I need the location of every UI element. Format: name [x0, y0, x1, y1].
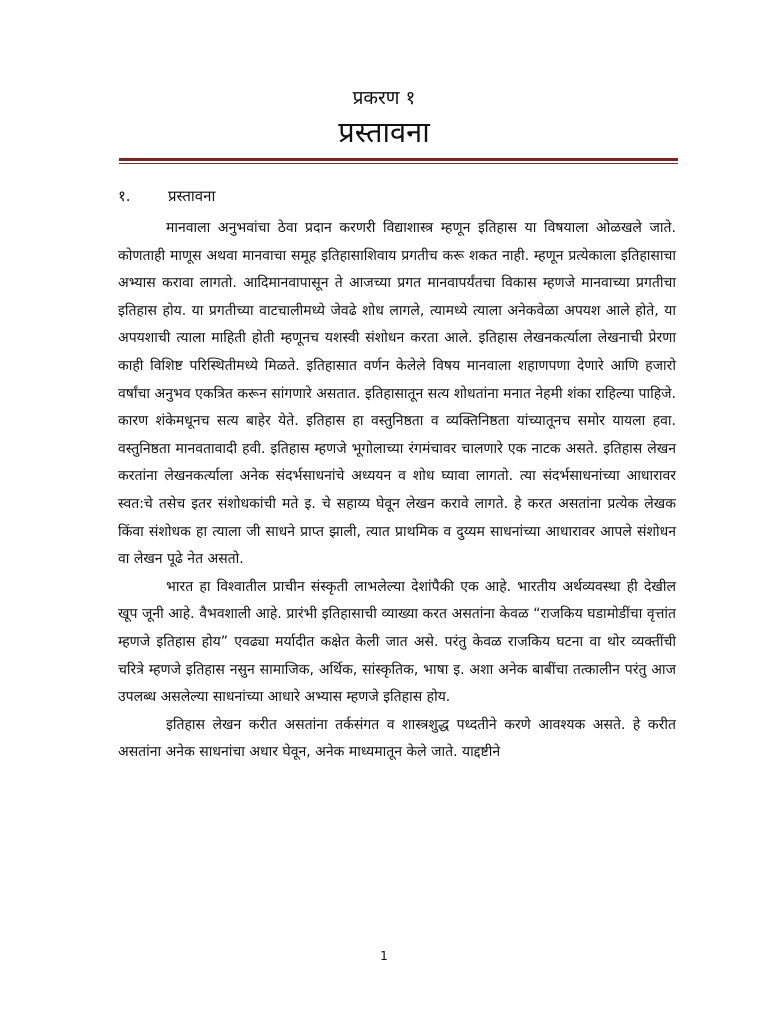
- section-title: प्रस्तावना: [168, 187, 216, 205]
- paragraph: भारत हा विश्वातील प्राचीन संस्कृती लाभलेल्या देशांपैकी एक आहे. भारतीय अर्थव्यवस्था ही देखील खूप जूनी आहे. वैभवशाली आहे. प्रारंभी इतिहासाची व्याख्या करत असतांना केवळ “राजकिय घडामोडींचा वृत्तांत म्हणजे इतिहास होय” एवढ्या मर्यादीत कक्षेत केली जात असे. परंतु केवळ राजकिय घटना वा थोर व्यक्तींची चरित्रे म्हणजे इतिहास नसुन सामाजिक, अर्थिक, सांस्कृतिक, भाषा इ. अशा अनेक बाबींचा तत्कालीन परंतु आज उपलब्ध असलेल्या साधनांच्या आधारे अभ्यास म्हणजे इतिहास होय.: [118, 578, 676, 706]
- paragraph: इतिहास लेखन करीत असतांना तर्कसंगत व शास्त्रशुद्ध पध्दतीने करणे आवश्यक असते. हे करीत असतांना अनेक साधनांचा अधार घेवून, अनेक माध्यमातून केले जाते. याद्दष्टीने: [118, 716, 676, 761]
- chapter-title: प्रस्तावना: [338, 115, 430, 149]
- section-heading: [118, 186, 215, 206]
- title-rule-thin: [119, 163, 678, 164]
- body-text: [118, 215, 676, 767]
- title-rule-thick: [119, 158, 678, 161]
- section-number: १.: [118, 187, 131, 205]
- chapter-label: प्रकरण १: [352, 87, 416, 109]
- page-number: 1: [380, 949, 388, 963]
- paragraph: मानवाला अनुभवांचा ठेवा प्रदान करणरी विद्याशास्त्र म्हणून इतिहास या विषयाला ओळखले जाते. कोणताही माणूस अथवा मानवाचा समूह इतिहासाशिवाय प्रगतीच करू शकत नाही. म्हणून प्रत्येकाला इतिहासाचा अभ्यास करावा लागतो. आदिमानवापासून ते आजच्या प्रगत मानवापर्यंतचा विकास म्हणजे मानवाच्या प्रगतीचा इतिहास होय. या प्रगतीच्या वाटचालीमध्ये जेवढे शोध लागले, त्यामध्ये त्याला अनेकवेळा अपयश आले होते, या अपयशाची त्याला माहिती होती म्हणूनच यशस्वी संशोधन करता आले. इतिहास लेखनकर्त्याला लेखनाची प्रेरणा काही विशिष्ट परिस्थितीमध्ये मिळते. इतिहासात वर्णन केलेले विषय मानवाला शहाणपणा देणारे आणि हजारो वर्षांचा अनुभव एकत्रित करून सांगणारे असतात. इतिहासातून सत्य शोधतांना मनात नेहमी शंका राहिल्या पाहिजे. कारण शंकेमधूनच सत्य बाहेर येते. इतिहास हा वस्तुनिष्ठता व व्यक्तिनिष्ठता यांच्यातूनच समोर यायला हवा. वस्तुनिष्ठता मानवतावादी हवी. इतिहास म्हणजे भूगोलाच्या रंगमंचावर चालणारे एक नाटक असते. इतिहास लेखन करतांना लेखनकर्त्याला अनेक संदर्भसाधनांचे अध्ययन व शोध घ्यावा लागतो. त्या संदर्भसाधनांच्या आधारावर स्वत:चे तसेच इतर संशोधकांची मते इ. चे सहाय्य घेवून लेखन करावे लागते. हे करत असतांना प्रत्येक लेखक किंवा संशोधक हा त्याला जी साधने प्राप्त झाली, त्यात प्राथमिक व दुय्यम साधनांच्या आधारावर आपले संशोधन वा लेखन पूढे नेत असतो.: [118, 220, 676, 568]
